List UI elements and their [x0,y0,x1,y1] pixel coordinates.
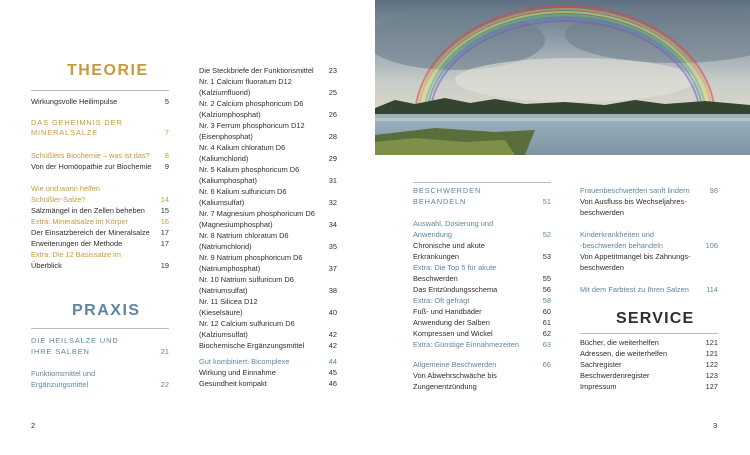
toc-entry-title: Bücher, die weiterhelfen [580,338,659,347]
toc-entry-title: Von Appetitmangel bis Zahnungs- [580,252,691,261]
toc-entry-title: Erkrankungen [413,252,460,261]
toc-entry-title: (Kalziumphosphat) [199,110,261,119]
toc-entry-page: 15 [160,206,169,215]
toc-entry-title: (Natriumchlorid) [199,242,252,251]
toc-entry-title: (Eisenphosphat) [199,132,253,141]
toc-entry-page: 61 [542,318,551,327]
toc-entry-title: Schüßler-Salze? [31,195,86,204]
praxis-title: PRAXIS [72,302,141,319]
toc-entry-page: 62 [542,329,551,338]
toc-entry-page: 45 [328,368,337,377]
toc-entry-title: Nr. 1 Calcium fluoratum D12 [199,77,292,86]
toc-entry-title: -beschwerden behandeln [580,241,664,250]
toc-entry-title: (Natriumsulfat) [199,286,248,295]
toc-entry-title: Extra: Die Top 5 für akute [413,263,497,272]
toc-entry-title: Beschwerden [413,274,458,283]
toc-entry-title: (Natriumphosphat) [199,264,261,273]
toc-entry-title: Mit dem Farbtest zu Ihren Salzen [580,285,689,294]
toc-entry-page: 53 [542,252,551,261]
toc-entry-title: beschwerden [580,208,624,217]
toc-entry-page: 8 [164,151,169,160]
toc-entry-title: Extra: Mineralsalze im Körper [31,217,128,226]
toc-entry-page: 34 [328,220,337,229]
service-divider [580,333,718,334]
toc-entry-title: Sachregister [580,360,622,369]
toc-entry-title: Nr. 10 Natrium sulfuricum D6 [199,275,294,284]
toc-entry-title: Von Ausfluss bis Wechseljahres- [580,197,687,206]
toc-entry-title: DIE HEILSALZE UND [31,336,119,345]
beschwerden-divider [413,182,551,183]
toc-entry-title: Allgemeine Beschwerden [413,360,497,369]
toc-entry-page: 37 [328,264,337,273]
toc-entry-page: 40 [328,308,337,317]
toc-entry-title: Von der Homöopathie zur Biochemie [31,162,152,171]
toc-entry-title: Extra: Günstige Einnahmezeiten [413,340,519,349]
toc-entry-page: 17 [160,228,169,237]
toc-entry-title: (Kalziumfluorid) [199,88,251,97]
toc-entry-title: Nr. 5 Kalium phosphoricum D6 [199,165,300,174]
toc-entry-page: 26 [328,110,337,119]
toc-entry-title: Wie und wann helfen [31,184,101,193]
page-number-left: 2 [31,421,36,430]
toc-entry-page: 55 [542,274,551,283]
toc-entry-title: Nr. 2 Calcium phosphoricum D6 [199,99,304,108]
toc-entry-page: 21 [160,347,169,356]
toc-entry-title: (Kaliumsulfat) [199,198,245,207]
toc-entry-title: Funktionsmittel und [31,369,96,378]
toc-entry-title: Erweiterungen der Methode [31,239,123,248]
toc-entry-title: Impressum [580,382,617,391]
toc-entry-title: (Kalziumsulfat) [199,330,248,339]
toc-entry-title: Das Entzündungsschema [413,285,498,294]
toc-entry-page: 121 [705,338,718,347]
toc-entry-title: Nr. 9 Natrium phosphoricum D6 [199,253,303,262]
toc-entry-page: 60 [542,307,551,316]
toc-entry-page: 5 [164,97,169,106]
toc-entry-page: 42 [328,330,337,339]
toc-entry-page: 17 [160,239,169,248]
toc-entry-title: Adressen, die weiterhelfen [580,349,668,358]
toc-entry-title: Gesundheit kompakt [199,379,267,388]
toc-entry-title: Schüßlers Biochemie – was ist das? [31,151,150,160]
theorie-title: THEORIE [67,62,149,79]
toc-entry-title: Kompressen und Wickel [413,329,493,338]
toc-entry-title: Anwendung [413,230,453,239]
toc-entry-title: Extra: Oft gefragt [413,296,470,305]
toc-entry-title: beschwerden [580,263,624,272]
toc-entry-title: Nr. 8 Natrium chloratum D6 [199,231,289,240]
toc-entry-title: (Kieselsäure) [199,308,243,317]
toc-entry-page: 28 [328,132,337,141]
toc-entry-title: DAS GEHEIMNIS DER [31,118,123,127]
toc-entry-page: 58 [542,296,551,305]
toc-entry-page: 7 [164,128,169,137]
toc-entry-title: Chronische und akute [413,241,485,250]
toc-entry-page: 29 [328,154,337,163]
toc-entry-page: 63 [542,340,551,349]
toc-entry-page: 42 [328,341,337,350]
page-number-right: 3 [713,421,718,430]
toc-entry-title: Anwendung der Salben [413,318,490,327]
toc-entry-page: 25 [328,88,337,97]
toc-entry-title: Nr. 11 Silicea D12 [199,297,258,306]
toc-entry-title: Fuß- und Handbäder [413,307,482,316]
toc-entry-title: Nr. 6 Kalium sulfuricum D6 [199,187,287,196]
toc-entry-title: Beschwerdenregister [580,371,650,380]
toc-entry-title: (Magnesiumphosphat) [199,220,273,229]
toc-entry-page: 31 [328,176,337,185]
service-title: SERVICE [616,310,695,327]
toc-entry-title: BESCHWERDEN [413,186,482,195]
toc-entry-title: Nr. 3 Ferrum phosphoricum D12 [199,121,305,130]
toc-entry-title: Von Abwehrschwäche bis [413,371,497,380]
toc-entry-page: 127 [705,382,718,391]
toc-entry-title: IHRE SALBEN [31,347,90,356]
toc-entry-page: 19 [160,261,169,270]
toc-entry-title: Wirkung und Einnahme [199,368,276,377]
toc-entry-title: Salzmängel in den Zellen beheben [31,206,145,215]
toc-entry-page: 14 [160,195,169,204]
praxis-divider [31,328,169,329]
toc-entry-title: Nr. 12 Calcium sulfuricum D6 [199,319,295,328]
toc-entry-page: 35 [328,242,337,251]
toc-entry-title: Wirkungsvolle Heilimpulse [31,97,118,106]
toc-entry-title: Die Steckbriefe der Funktionsmittel [199,66,314,75]
toc-entry-page: 9 [164,162,169,171]
toc-entry-page: 16 [160,217,169,226]
toc-entry-page: 98 [709,186,718,195]
toc-entry-title: Gut kombiniert: Bicomplexe [199,357,290,366]
toc-entry-title: Frauenbeschwerden sanft lindern [580,186,690,195]
toc-entry-page: 32 [328,198,337,207]
toc-entry-title: BEHANDELN [413,197,467,206]
toc-entry-page: 66 [542,360,551,369]
rainbow-lake-photo [375,0,750,155]
toc-entry-page: 23 [328,66,337,75]
toc-entry-title: Zungenentzündung [413,382,477,391]
toc-entry-page: 51 [542,197,551,206]
toc-entry-title: Der Einsatzbereich der Mineralsalze [31,228,150,237]
toc-entry-page: 46 [328,379,337,388]
toc-entry-title: Auswahl, Dosierung und [413,219,494,228]
toc-entry-title: (Kaliumchlorid) [199,154,249,163]
toc-entry-page: 52 [542,230,551,239]
toc-entry-page: 44 [328,357,337,366]
toc-entry-page: 106 [705,241,718,250]
toc-entry-title: Nr. 7 Magnesium phosphoricum D6 [199,209,315,218]
toc-entry-title: Biochemische Ergänzungsmittel [199,341,305,350]
toc-entry-title: MINERALSALZE [31,128,99,137]
toc-entry-title: Extra: Die 12 Basissalze im [31,250,121,259]
toc-entry-page: 114 [706,285,718,294]
toc-entry-page: 121 [705,349,718,358]
toc-entry-title: Nr. 4 Kalium chloratum D6 [199,143,286,152]
theorie-divider [31,90,169,91]
toc-entry-page: 38 [328,286,337,295]
toc-entry-page: 123 [705,371,718,380]
toc-entry-title: Überblick [31,261,62,270]
toc-entry-title: Kinderkrankheiten und [580,230,654,239]
toc-entry-page: 22 [160,380,169,389]
toc-entry-page: 56 [542,285,551,294]
toc-entry-title: Ergänzungsmittel [31,380,89,389]
toc-entry-page: 122 [705,360,718,369]
toc-entry-title: (Kaliumphosphat) [199,176,257,185]
